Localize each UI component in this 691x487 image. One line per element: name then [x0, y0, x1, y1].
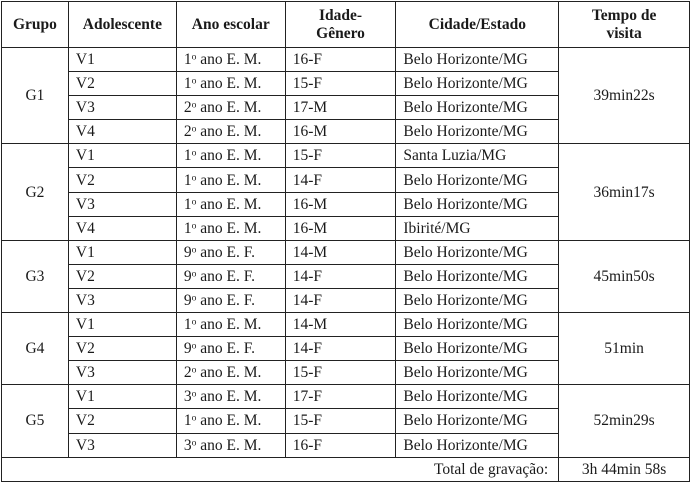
adolescente-cell: V2: [68, 409, 176, 433]
adolescente-cell: V1: [68, 313, 176, 337]
cidade-estado-cell: Belo Horizonte/MG: [396, 288, 559, 312]
ano-num: 9: [183, 291, 192, 309]
adolescente-cell: V3: [68, 361, 176, 385]
table-row: [2, 313, 690, 337]
ano-rest: ano E. M.: [196, 436, 262, 454]
ano-escolar-cell: [176, 192, 285, 216]
ano-rest: ano E. M.: [196, 388, 262, 406]
table-row: [2, 385, 690, 409]
ano-num: 3: [183, 436, 192, 454]
tempo-visita-cell: 36min17s: [559, 144, 690, 240]
header-idade-line1: Idade-: [319, 6, 363, 24]
ano-rest: ano E. M.: [196, 75, 262, 93]
adolescente-cell: V1: [68, 144, 176, 168]
ano-escolar-cell: [176, 96, 285, 120]
ano-num: 9: [183, 243, 192, 261]
idade-genero-cell: 15-F: [285, 361, 396, 385]
ano-escolar-cell: [176, 288, 285, 312]
cidade-estado-cell: Belo Horizonte/MG: [396, 313, 559, 337]
idade-genero-cell: 15-F: [285, 409, 396, 433]
cidade-estado-cell: Belo Horizonte/MG: [396, 385, 559, 409]
adolescente-cell: V1: [68, 48, 176, 72]
cidade-estado-cell: Belo Horizonte/MG: [396, 433, 559, 457]
cidade-estado-cell: Ibirité/MG: [396, 216, 559, 240]
adolescente-cell: V3: [68, 96, 176, 120]
ano-escolar-cell: [176, 337, 285, 361]
ano-ordinal: o: [191, 99, 197, 111]
ano-num: 1: [183, 51, 192, 69]
adolescente-cell: V4: [68, 216, 176, 240]
ano-num: 2: [183, 364, 192, 382]
total-label: Total de gravação:: [2, 457, 559, 481]
adolescente-cell: V2: [68, 168, 176, 192]
ano-escolar-cell: [176, 313, 285, 337]
ano-rest: ano E. F.: [196, 291, 255, 309]
ano-rest: ano E. M.: [196, 195, 262, 213]
ano-rest: ano E. F.: [196, 267, 255, 285]
ano-ordinal: o: [191, 437, 197, 449]
header-tempo-visita: [559, 2, 690, 48]
total-value: 3h 44min 58s: [559, 457, 690, 481]
table-row: [2, 144, 690, 168]
ano-escolar-cell: [176, 216, 285, 240]
ano-ordinal: o: [191, 220, 197, 232]
ano-rest: ano E. F.: [196, 340, 255, 358]
cidade-estado-cell: Belo Horizonte/MG: [396, 48, 559, 72]
ano-num: 1: [183, 219, 192, 237]
header-tempo-line1: Tempo de: [591, 6, 657, 24]
ano-ordinal: o: [191, 340, 197, 352]
ano-rest: ano E. M.: [196, 51, 262, 69]
cidade-estado-cell: Belo Horizonte/MG: [396, 264, 559, 288]
adolescente-cell: V4: [68, 120, 176, 144]
ano-rest: ano E. F.: [196, 243, 255, 261]
ano-ordinal: o: [191, 292, 197, 304]
ano-escolar-cell: [176, 48, 285, 72]
ano-num: 9: [183, 340, 192, 358]
idade-genero-cell: 17-F: [285, 385, 396, 409]
cidade-estado-cell: Belo Horizonte/MG: [396, 96, 559, 120]
ano-escolar-cell: [176, 120, 285, 144]
ano-num: 2: [183, 123, 192, 141]
grupo-cell: G1: [2, 48, 69, 144]
table-row: [2, 240, 690, 264]
header-adolescente: Adolescente: [68, 2, 176, 48]
adolescente-cell: V2: [68, 337, 176, 361]
ano-ordinal: o: [191, 268, 197, 280]
adolescente-cell: V3: [68, 192, 176, 216]
table-row: [2, 48, 690, 72]
ano-num: 3: [183, 388, 192, 406]
ano-num: 1: [183, 171, 192, 189]
header-idade-line2: Gênero: [316, 24, 365, 42]
tempo-visita-cell: 51min: [559, 313, 690, 385]
idade-genero-cell: 16-F: [285, 433, 396, 457]
header-ano-escolar: Ano escolar: [176, 2, 285, 48]
ano-num: 1: [183, 316, 192, 334]
cidade-estado-cell: Belo Horizonte/MG: [396, 72, 559, 96]
cidade-estado-cell: Belo Horizonte/MG: [396, 409, 559, 433]
idade-genero-cell: 14-F: [285, 168, 396, 192]
idade-genero-cell: 16-F: [285, 48, 396, 72]
grupo-cell: G4: [2, 313, 69, 385]
ano-escolar-cell: [176, 72, 285, 96]
header-tempo-line2: visita: [606, 24, 642, 42]
cidade-estado-cell: Belo Horizonte/MG: [396, 192, 559, 216]
idade-genero-cell: 15-F: [285, 72, 396, 96]
ano-num: 9: [183, 267, 192, 285]
adolescente-cell: V3: [68, 433, 176, 457]
grupo-cell: G3: [2, 240, 69, 312]
idade-genero-cell: 15-F: [285, 144, 396, 168]
grupo-cell: G5: [2, 385, 69, 457]
tempo-visita-cell: 39min22s: [559, 48, 690, 144]
idade-genero-cell: 14-F: [285, 337, 396, 361]
ano-rest: ano E. M.: [196, 147, 262, 165]
cidade-estado-cell: Belo Horizonte/MG: [396, 337, 559, 361]
idade-genero-cell: 16-M: [285, 192, 396, 216]
cidade-estado-cell: Belo Horizonte/MG: [396, 240, 559, 264]
grupo-cell: G2: [2, 144, 69, 240]
header-idade-genero: [285, 2, 396, 48]
ano-escolar-cell: [176, 409, 285, 433]
ano-rest: ano E. M.: [196, 123, 262, 141]
header-cidade-estado: Cidade/Estado: [396, 2, 559, 48]
idade-genero-cell: 16-M: [285, 216, 396, 240]
ano-rest: ano E. M.: [196, 99, 262, 117]
ano-num: 1: [183, 195, 192, 213]
ano-escolar-cell: [176, 433, 285, 457]
adolescente-cell: V2: [68, 72, 176, 96]
ano-ordinal: o: [191, 75, 197, 87]
ano-ordinal: o: [191, 172, 197, 184]
ano-num: 1: [183, 75, 192, 93]
header-grupo: Grupo: [2, 2, 69, 48]
ano-rest: ano E. M.: [196, 364, 262, 382]
table-body: [2, 48, 690, 458]
header-row: [2, 2, 690, 48]
ano-escolar-cell: [176, 385, 285, 409]
idade-genero-cell: 14-F: [285, 264, 396, 288]
ano-num: 2: [183, 99, 192, 117]
idade-genero-cell: 14-M: [285, 313, 396, 337]
idade-genero-cell: 17-M: [285, 96, 396, 120]
total-row: [2, 457, 690, 481]
ano-escolar-cell: [176, 168, 285, 192]
cidade-estado-cell: Santa Luzia/MG: [396, 144, 559, 168]
visits-table: [1, 1, 690, 482]
cidade-estado-cell: Belo Horizonte/MG: [396, 120, 559, 144]
ano-rest: ano E. M.: [196, 171, 262, 189]
ano-ordinal: o: [191, 196, 197, 208]
ano-ordinal: o: [191, 244, 197, 256]
adolescente-cell: V1: [68, 385, 176, 409]
ano-rest: ano E. M.: [196, 412, 262, 430]
ano-ordinal: o: [191, 413, 197, 425]
ano-ordinal: o: [191, 316, 197, 328]
adolescente-cell: V1: [68, 240, 176, 264]
ano-rest: ano E. M.: [196, 219, 262, 237]
adolescente-cell: V2: [68, 264, 176, 288]
ano-escolar-cell: [176, 144, 285, 168]
ano-ordinal: o: [191, 51, 197, 63]
adolescente-cell: V3: [68, 288, 176, 312]
tempo-visita-cell: 52min29s: [559, 385, 690, 457]
ano-ordinal: o: [191, 364, 197, 376]
ano-num: 1: [183, 147, 192, 165]
cidade-estado-cell: Belo Horizonte/MG: [396, 168, 559, 192]
ano-escolar-cell: [176, 264, 285, 288]
idade-genero-cell: 14-M: [285, 240, 396, 264]
cidade-estado-cell: Belo Horizonte/MG: [396, 361, 559, 385]
ano-ordinal: o: [191, 124, 197, 136]
ano-rest: ano E. M.: [196, 316, 262, 334]
ano-num: 1: [183, 412, 192, 430]
ano-ordinal: o: [191, 389, 197, 401]
idade-genero-cell: 16-M: [285, 120, 396, 144]
ano-escolar-cell: [176, 361, 285, 385]
ano-escolar-cell: [176, 240, 285, 264]
ano-ordinal: o: [191, 148, 197, 160]
idade-genero-cell: 14-F: [285, 288, 396, 312]
tempo-visita-cell: 45min50s: [559, 240, 690, 312]
